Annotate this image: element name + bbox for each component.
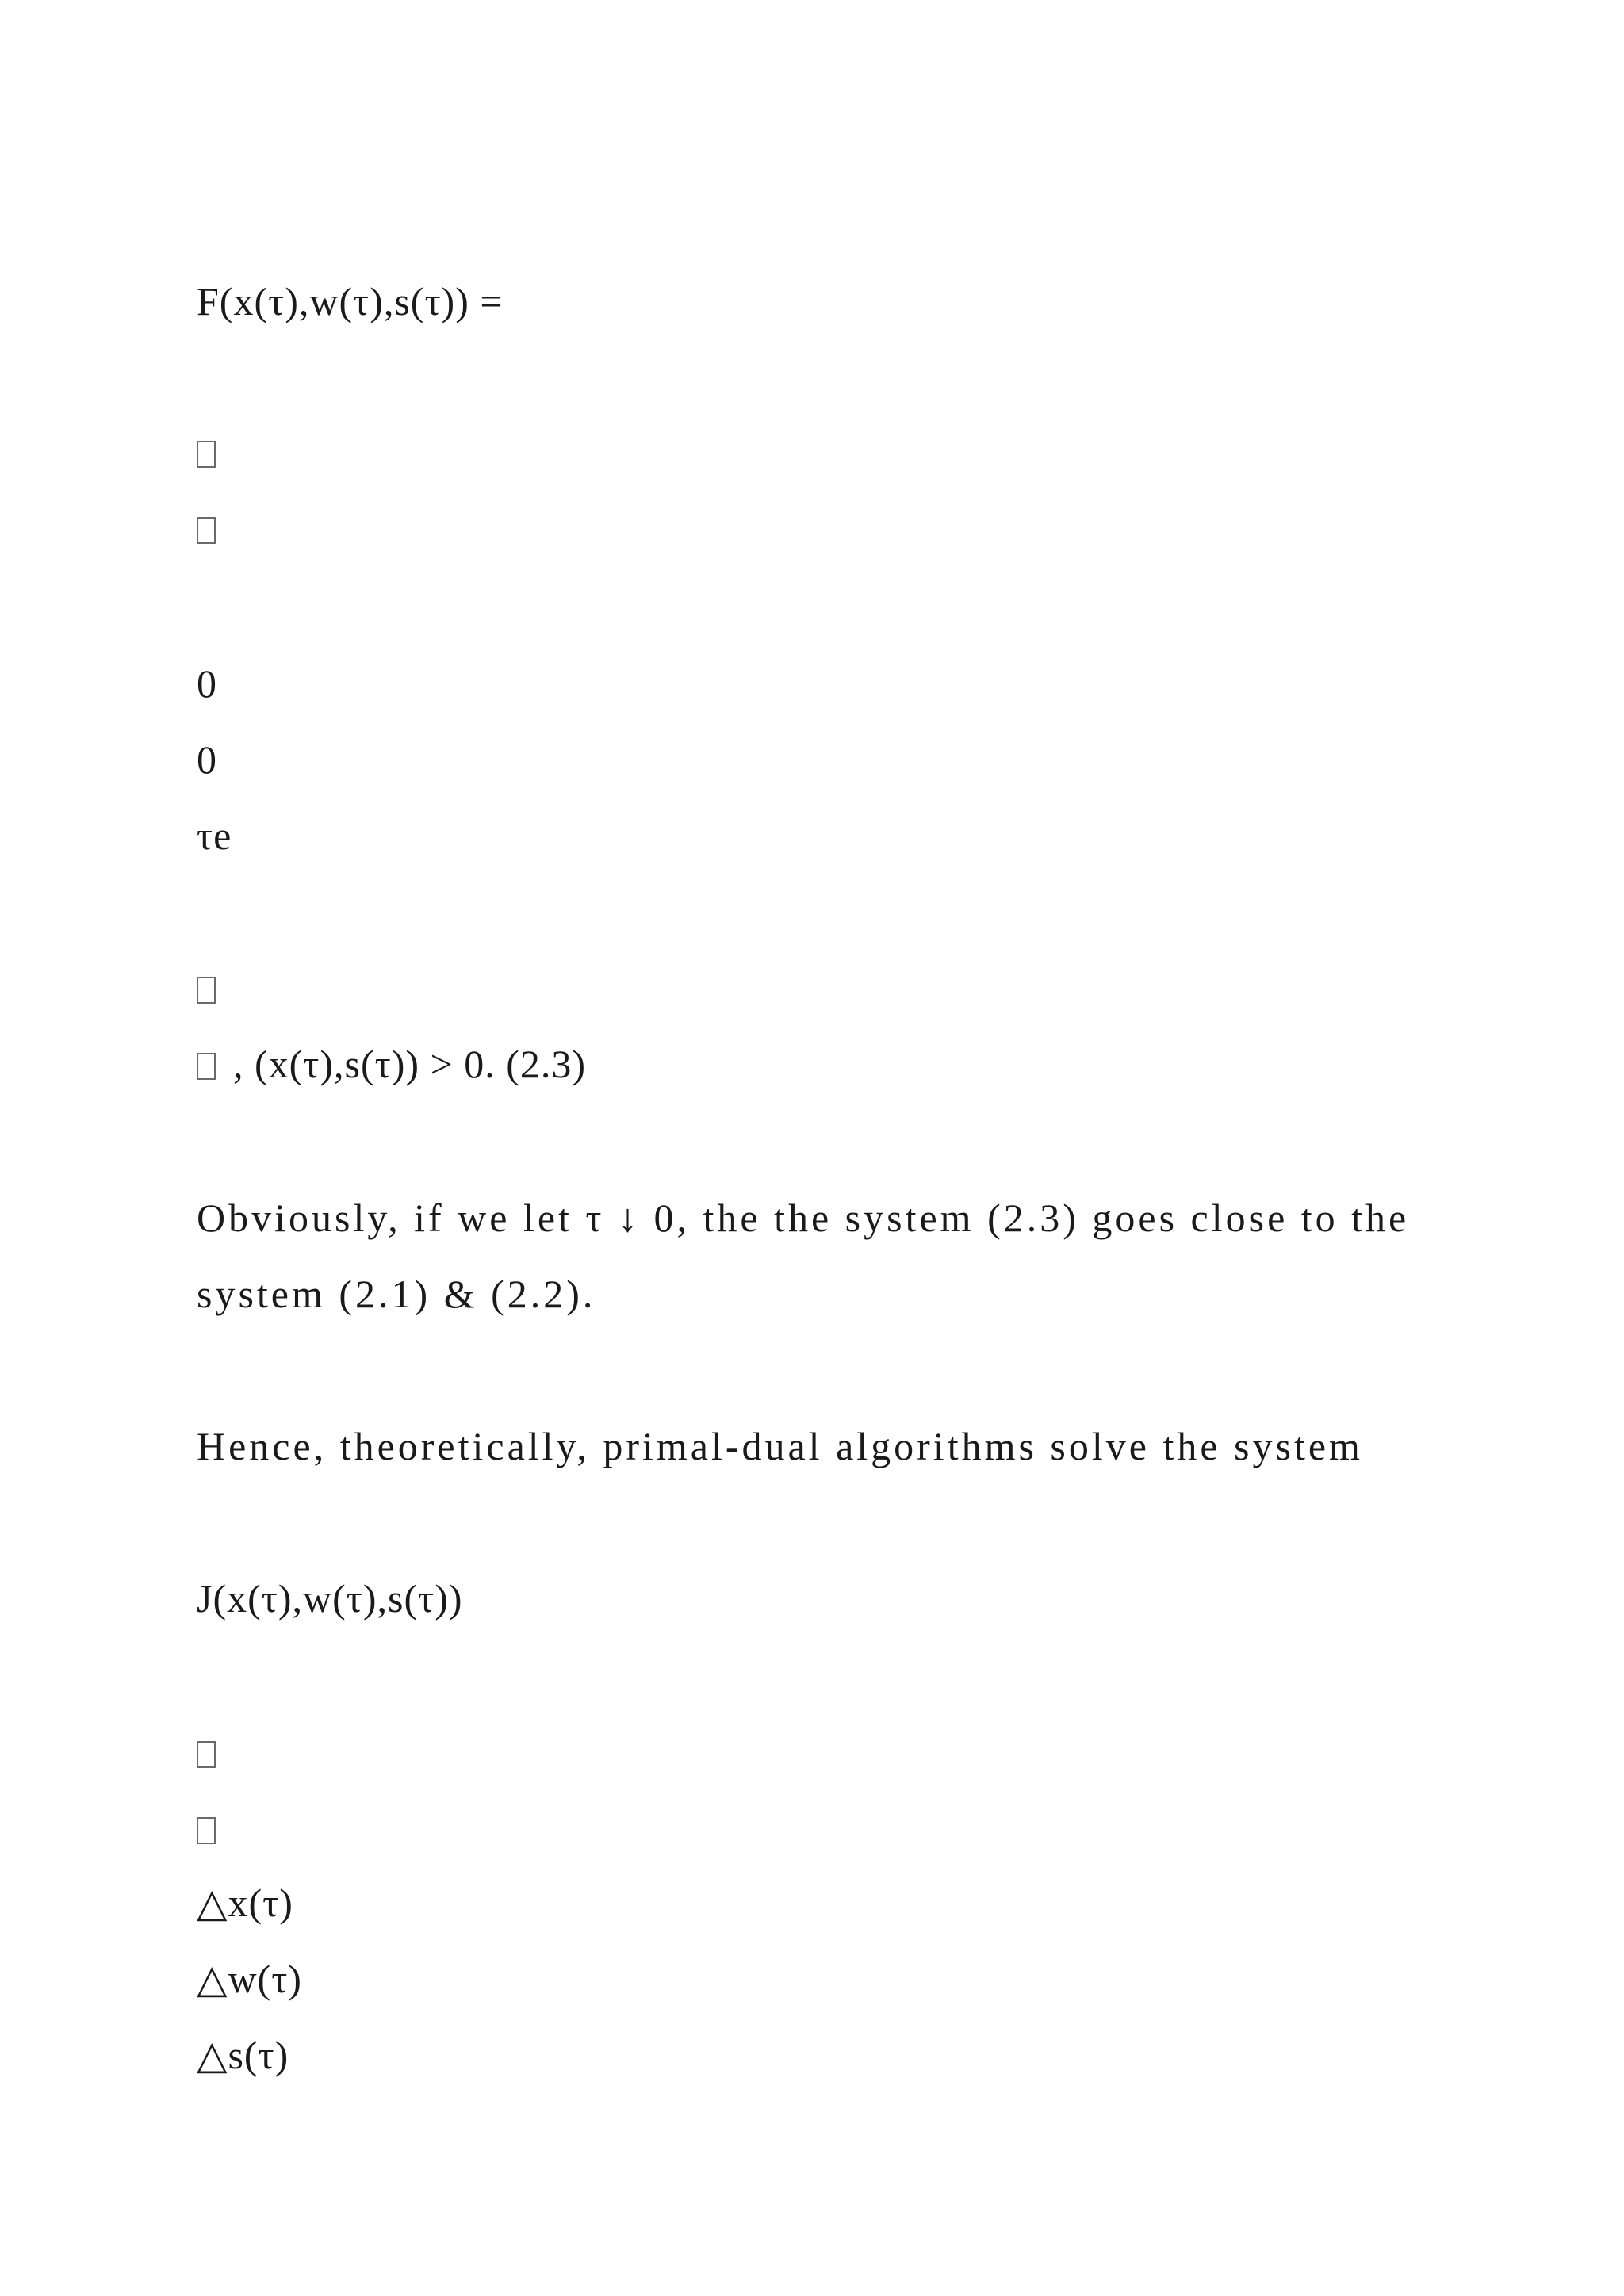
bracket-glyph-box [197,1804,216,1852]
missing-glyph-box [197,441,216,468]
bracket-glyph-box [197,1728,216,1776]
vector-entry-tau-e: τe [197,813,232,858]
equation-f-line: F(x(τ),w(τ),s(τ)) = [197,279,504,323]
paragraph-line: Hence, theoretically, primal-dual algorithms solve the system [197,1424,1363,1468]
condition-line [197,1040,586,1088]
missing-glyph-box [197,1817,216,1844]
vector-entry-zero: 0 [197,661,217,706]
delta-x-entry: △x(τ) [197,1881,293,1925]
bracket-glyph-box [197,504,216,552]
delta-w-entry: △w(τ) [197,1957,302,2001]
paragraph-line: Obviously, if we let τ ↓ 0, the the system (2.3) goes close to the [197,1196,1410,1240]
missing-glyph-box [197,517,216,544]
condition-text: , (x(τ),s(τ)) > 0. (2.3) [233,1042,587,1086]
equation-j-line: J(x(τ),w(τ),s(τ)) [197,1576,463,1621]
delta-s-entry: △s(τ) [197,2033,289,2077]
missing-glyph-box [197,1053,216,1080]
missing-glyph-box [197,1741,216,1768]
vector-entry-zero: 0 [197,737,217,782]
paragraph-line: system (2.1) & (2.2). [197,1272,596,1316]
bracket-glyph-box [197,428,216,476]
bracket-glyph-box [197,964,216,1012]
missing-glyph-box [197,977,216,1004]
